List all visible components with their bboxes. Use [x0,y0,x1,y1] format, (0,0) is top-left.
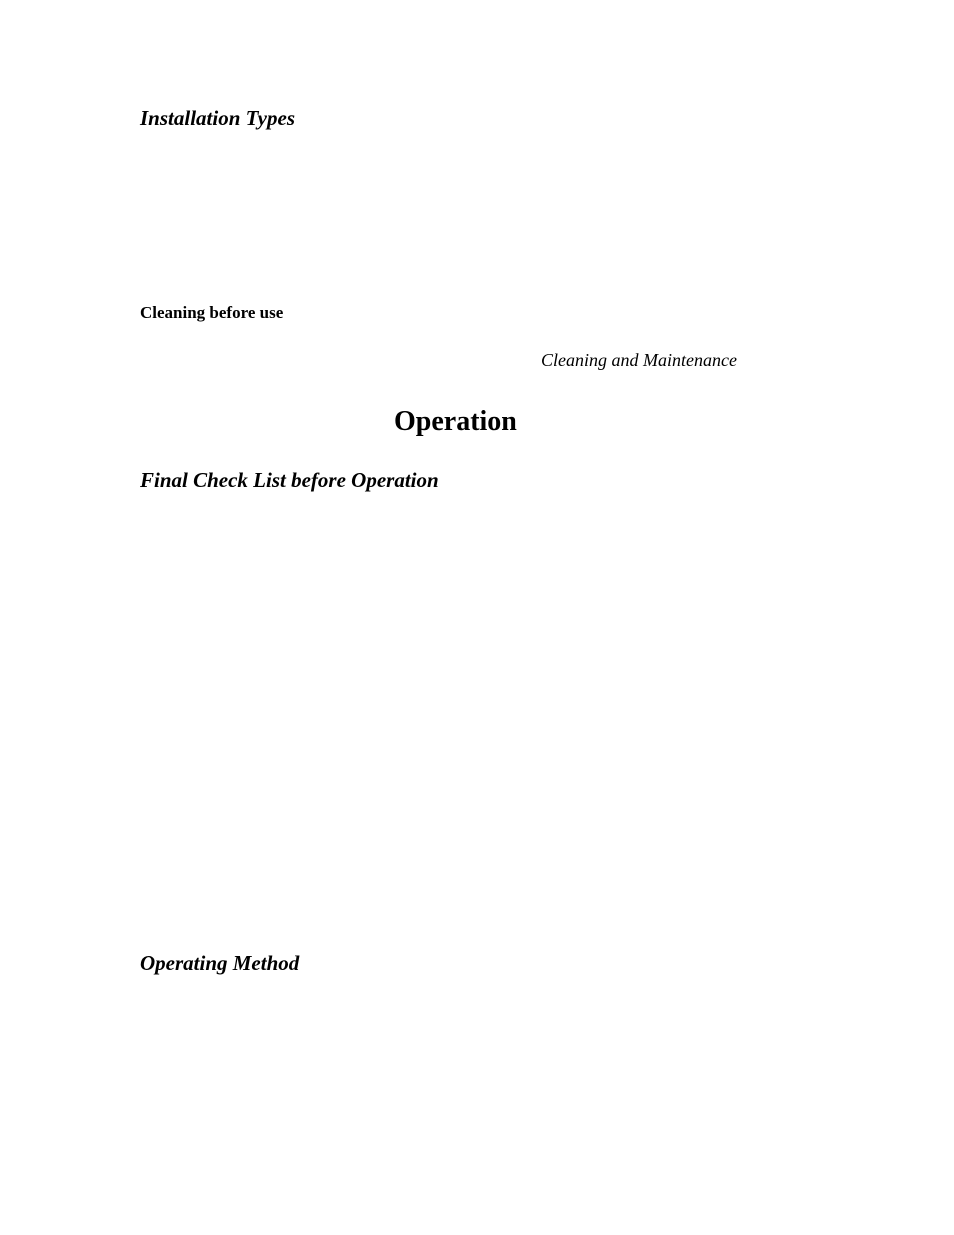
final-check-list-heading: Final Check List before Operation [140,468,439,492]
chapter-title: Operation [394,406,517,437]
operating-method-heading: Operating Method [140,951,300,975]
cleaning-maintenance-reference: Cleaning and Maintenance [541,350,737,370]
installation-types-heading: Installation Types [140,106,295,130]
cleaning-before-use-heading: Cleaning before use [140,303,284,322]
